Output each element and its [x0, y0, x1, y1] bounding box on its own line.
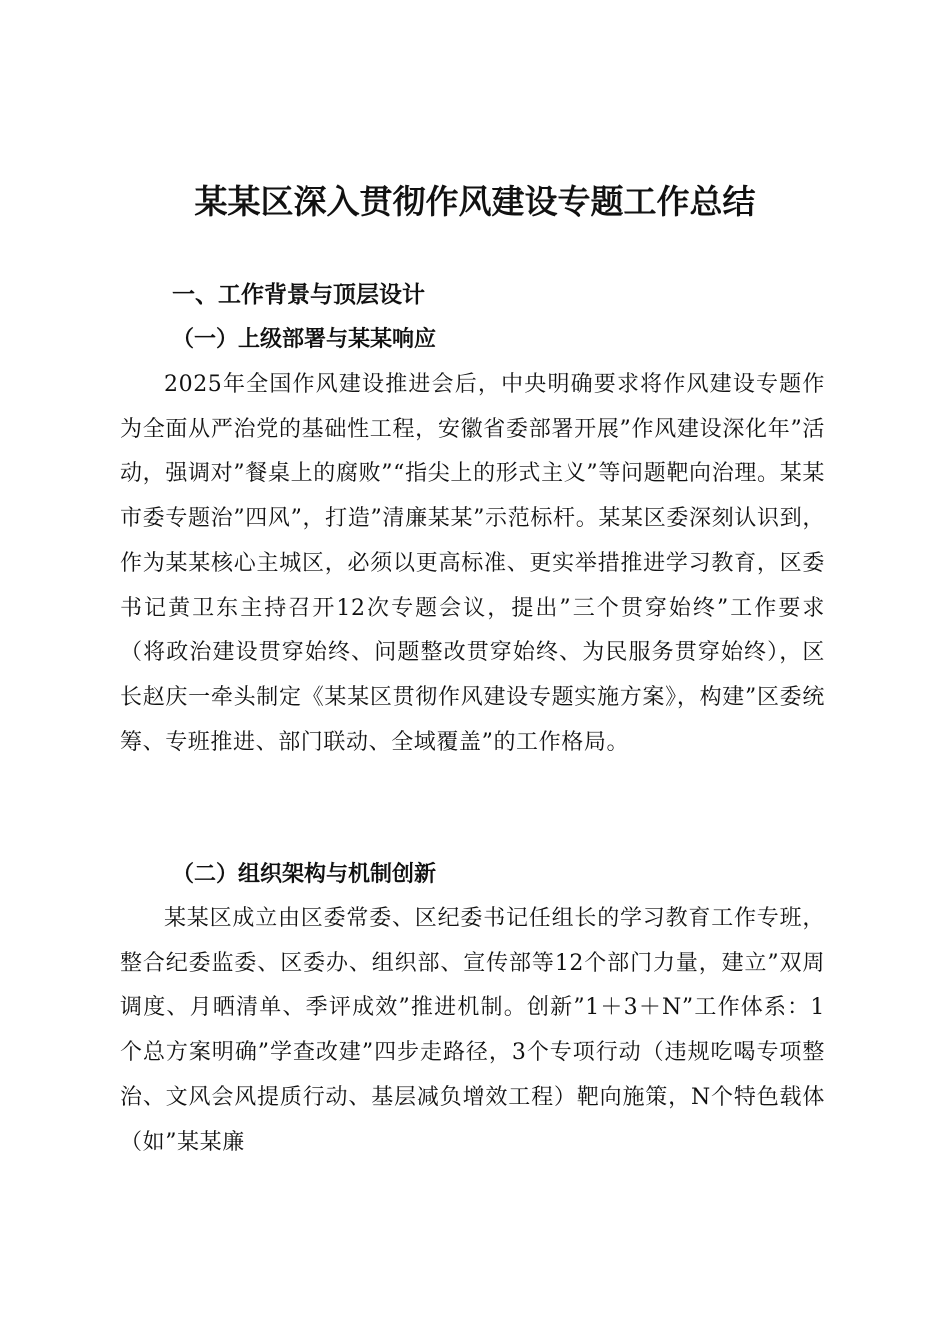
paragraph-2: 某某区成立由区委常委、区纪委书记任组长的学习教育工作专班，整合纪委监委、区委办、组织部、宣传部等12个部门力量，建立”双周调度、月晒清单、季评成效”推进机制。创新”1＋3＋N”工作体系：1个总方案明确”学查改建”四步走路径，3个专项行动（违规吃喝专项整治、文风会风提质行动、基层减负增效工程）靶向施策，N个特色载体（如”某某廉: [120, 906, 825, 1155]
subsection-heading-2: （二）组织架构与机制创新: [172, 861, 437, 887]
subsection-heading-1: （一）上级部署与某某响应: [172, 326, 437, 352]
paragraph-1: 2025年全国作风建设推进会后，中央明确要求将作风建设专题作为全面从严治党的基础性工程，安徽省委部署开展”作风建设深化年”活动，强调对”餐桌上的腐败”“指尖上的形式主义”等问题靶向治理。某某市委专题治”四风”，打造”清廉某某”示范标杆。某某区委深刻认识到，作为某某核心主城区，必须以更高标准、更实举措推进学习教育，区委书记黄卫东主持召开12次专题会议，提出”三个贯穿始终”工作要求（将政治建设贯穿始终、问题整改贯穿始终、为民服务贯穿始终），区长赵庆一牵头制定《某某区贯彻作风建设专题实施方案》，构建”区委统筹、专班推进、部门联动、全域覆盖”的工作格局。: [120, 372, 825, 755]
section-heading-1: 一、工作背景与顶层设计: [172, 282, 425, 308]
document-title: 某某区深入贯彻作风建设专题工作总结: [194, 182, 756, 221]
